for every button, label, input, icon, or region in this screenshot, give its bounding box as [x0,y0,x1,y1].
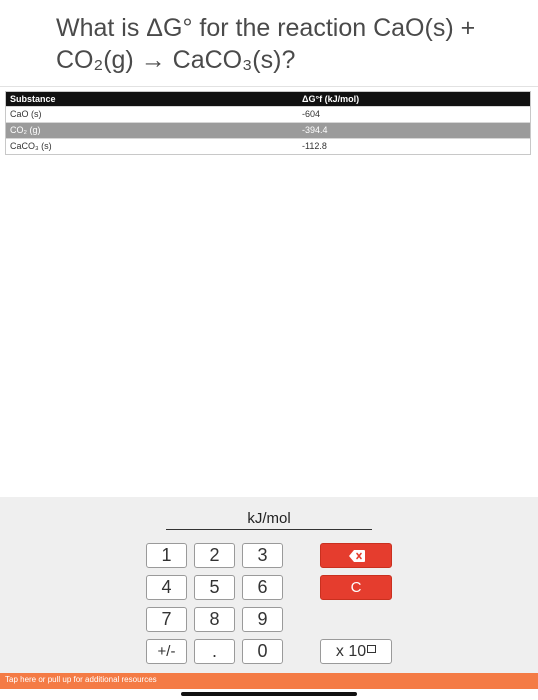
thermo-table [5,91,531,155]
additional-resources-bar[interactable] [0,673,538,689]
table-header-row [6,92,530,106]
row-substance: CaCO₃ (s) [10,141,52,151]
question-line-2: CO₂(g) → CaCO₃(s)? [56,46,296,74]
row-substance: CaO (s) [10,109,42,119]
key-5[interactable]: 5 [194,575,235,600]
key-2[interactable]: 2 [194,543,235,568]
key-4[interactable]: 4 [146,575,187,600]
key-7[interactable]: 7 [146,607,187,632]
key-8[interactable]: 8 [194,607,235,632]
table-row [6,138,530,154]
row-value: -604 [302,109,321,119]
clear-button[interactable]: C [320,575,392,600]
row-substance: CO₂ (g) [10,125,41,135]
plus-minus-button[interactable]: +/- [146,639,187,664]
key-3[interactable]: 3 [242,543,283,568]
key-9[interactable]: 9 [242,607,283,632]
backspace-icon [349,550,365,562]
answer-input-line[interactable] [166,529,372,530]
row-value: -394.4 [302,125,328,135]
key-6[interactable]: 6 [242,575,283,600]
header-substance: Substance [10,94,56,104]
backspace-button[interactable] [320,543,392,568]
answer-keypad-panel [0,497,538,673]
divider [0,86,538,87]
exponent-box-icon [367,645,376,653]
decimal-button[interactable]: . [194,639,235,664]
table-row [6,106,530,122]
table-row [6,122,530,138]
answer-unit-label: kJ/mol [247,510,291,527]
header-delta-g: ΔG°f (kJ/mol) [302,94,360,104]
question-text [56,12,516,76]
times-ten-button[interactable] [320,639,392,664]
home-indicator [181,692,357,696]
additional-resources-label: Tap here or pull up for additional resources [5,675,157,684]
key-0[interactable]: 0 [242,639,283,664]
key-1[interactable]: 1 [146,543,187,568]
times-ten-label: x 10 [335,643,367,660]
row-value: -112.8 [302,141,327,151]
question-line-1: What is ΔG° for the reaction CaO(s) + [56,14,476,42]
